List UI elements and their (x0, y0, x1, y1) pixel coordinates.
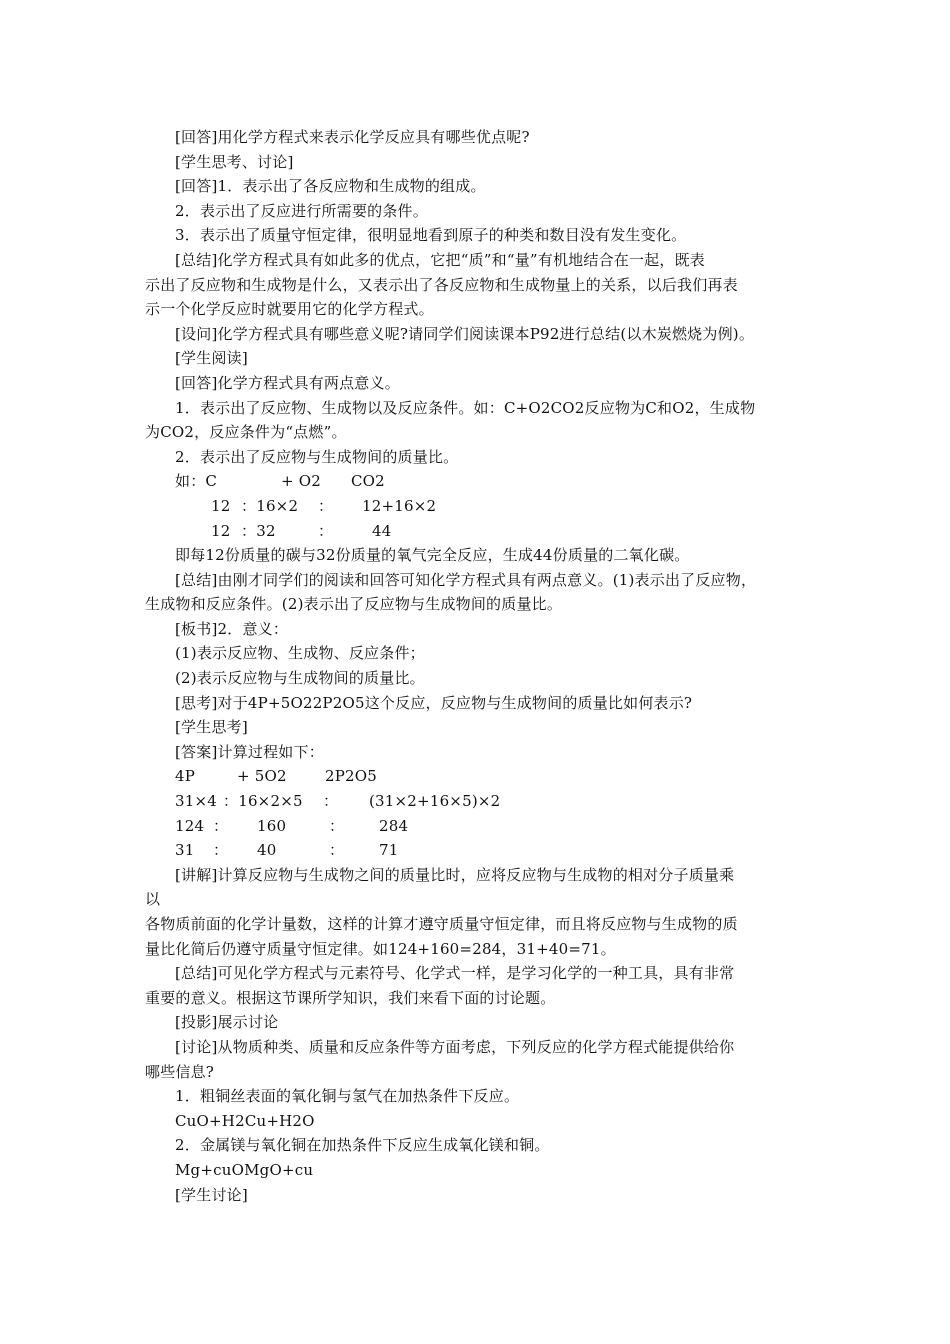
equation-cell: (31×2+16×5)×2 (369, 792, 501, 811)
equation-cell: ： (329, 816, 345, 835)
equation-cell: 31×4 (175, 792, 217, 811)
text-line: 2．金属镁与氧化铜在加热条件下反应生成氧化镁和铜。 (175, 1136, 550, 1155)
text-line: [思考]对于4P+5O22P2O5这个反应，反应物与生成物间的质量比如何表示? (175, 693, 693, 712)
equation-cell: ： (318, 521, 334, 540)
equation-cell: 12 (211, 496, 231, 515)
text-line: [学生思考] (175, 718, 248, 737)
equation-cell: + 5O2 (237, 767, 287, 786)
equation-cell: ： (213, 841, 229, 860)
equation-cell: ：16×2×5 (223, 792, 303, 811)
equation-cell: 12+16×2 (362, 496, 437, 515)
text-line: [总结]可见化学方程式与元素符号、化学式一样，是学习化学的一种工具，具有非常 (175, 964, 735, 983)
text-line: [学生思考、讨论] (175, 152, 294, 171)
text-line: [总结]化学方程式具有如此多的优点，它把“质”和“量”有机地结合在一起，既表 (175, 250, 705, 269)
text-line: [答案]计算过程如下： (175, 742, 324, 761)
text-line: 量比化简后仍遵守质量守恒定律。如124+160=284，31+40=71。 (145, 939, 616, 958)
equation-row (145, 469, 820, 494)
text-line: 重要的意义。根据这节课所学知识，我们来看下面的讨论题。 (145, 988, 556, 1007)
equation-row (145, 789, 820, 814)
equation-cell: 12 (211, 521, 231, 540)
equation-cell: 4P (175, 767, 196, 786)
equation-cell: 40 (257, 841, 277, 860)
equation-cell: 31 (175, 841, 195, 860)
text-line: 1．粗铜丝表面的氧化铜与氢气在加热条件下反应。 (175, 1087, 520, 1106)
equation-cell: CO2 (351, 472, 385, 491)
equation-cell: ： (323, 792, 339, 811)
text-line: 2．表示出了反应进行所需要的条件。 (175, 201, 428, 220)
text-line: [学生阅读] (175, 349, 248, 368)
equation-cell: ：16×2 (241, 496, 299, 515)
text-line: [讨论]从物质种类、质量和反应条件等方面考虑，下列反应的化学方程式能提供给你 (175, 1037, 735, 1056)
text-line: [总结]由刚才同学们的阅读和回答可知化学方程式具有两点意义。(1)表示出了反应物， (175, 570, 757, 589)
text-line: 各物质前面的化学计量数，这样的计算才遵守质量守恒定律，而且将反应物与生成物的质 (145, 915, 738, 933)
equation-cell: ： (329, 841, 345, 860)
equation-row (145, 764, 820, 789)
text-line: 为CO2，反应条件为“点燃”。 (145, 423, 347, 442)
text-line: 1．表示出了反应物、生成物以及反应条件。如：C+O2CO2反应物为C和O2，生成物 (175, 398, 756, 417)
equation-row (145, 814, 820, 839)
equation-cell: 44 (372, 521, 392, 540)
text-line: 示出了反应物和生成物是什么，又表示出了各反应物和生成物量上的关系，以后我们再表 (145, 275, 738, 294)
text-line: (1)表示反应物、生成物、反应条件； (175, 644, 425, 663)
text-line: [设问]化学方程式具有哪些意义呢?请同学们阅读课本P92进行总结(以木炭燃烧为例)。 (175, 324, 755, 343)
text-line: [回答]用化学方程式来表示化学反应具有哪些优点呢? (175, 128, 530, 146)
text-line: 即每12份质量的碳与32份质量的氧气完全反应，生成44份质量的二氧化碳。 (175, 546, 690, 565)
text-line: 生成物和反应条件。(2)表示出了反应物与生成物间的质量比。 (145, 595, 563, 614)
equation-cell: ：32 (241, 521, 276, 540)
text-line: [投影]展示讨论 (175, 1013, 279, 1032)
equation-row (145, 494, 820, 519)
text-line: CuO+H2Cu+H2O (175, 1111, 315, 1130)
text-line: [讲解]计算反应物与生成物之间的质量比时，应将反应物与生成物的相对分子质量乘 (175, 865, 735, 884)
text-line: 以 (145, 890, 161, 909)
equation-row (145, 519, 820, 544)
text-line: [学生讨论] (175, 1185, 248, 1204)
equation-cell: 124 (175, 816, 205, 835)
equation-cell: ： (318, 496, 334, 515)
equation-cell: 如：C (175, 472, 218, 491)
document-page (145, 125, 820, 1207)
equation-row (145, 838, 820, 863)
text-line: [板书]2．意义： (175, 619, 289, 638)
text-line: 3．表示出了质量守恒定律，很明显地看到原子的种类和数目没有发生变化。 (175, 226, 687, 245)
text-line: Mg+cuOMgO+cu (175, 1160, 314, 1179)
equation-cell: 71 (379, 841, 399, 860)
equation-cell: + O2 (281, 472, 321, 491)
text-line: [回答]化学方程式具有两点意义。 (175, 373, 400, 392)
text-line: 2．表示出了反应物与生成物间的质量比。 (175, 447, 459, 466)
text-line: 哪些信息? (145, 1062, 215, 1081)
text-line: (2)表示反应物与生成物间的质量比。 (175, 669, 425, 688)
equation-cell: ： (213, 816, 229, 835)
equation-cell: 2P2O5 (325, 767, 378, 786)
equation-cell: 284 (379, 816, 409, 835)
equation-cell: 160 (257, 816, 287, 835)
text-line: 示一个化学反应时就要用它的化学方程式。 (145, 300, 434, 319)
text-line: [回答]1．表示出了各反应物和生成物的组成。 (175, 177, 486, 196)
